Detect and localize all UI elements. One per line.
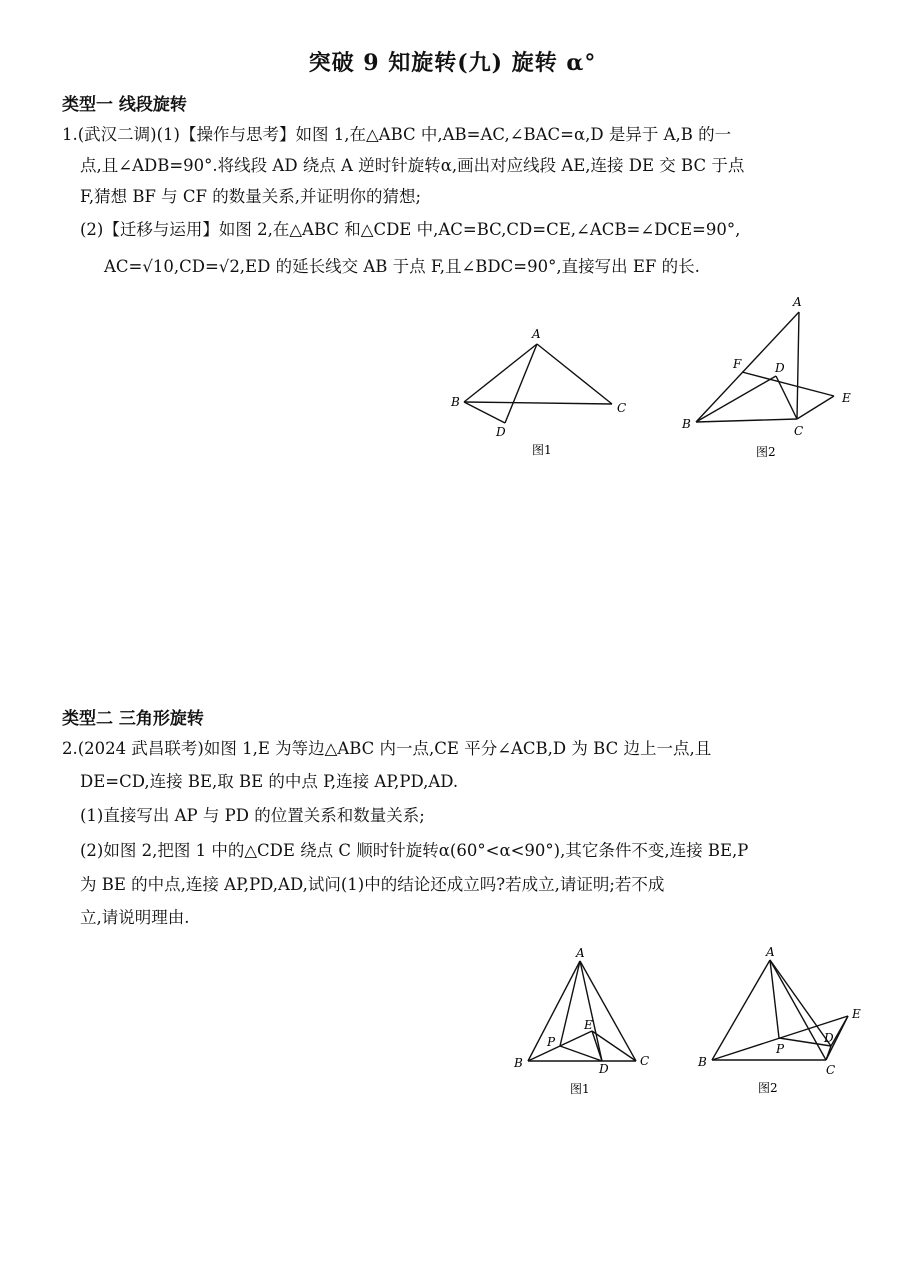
point-label-e: E (842, 391, 851, 405)
page-title: 突破 9 知旋转(九) 旋转 α° (308, 50, 597, 76)
q2-line-1: 2.(2024 武昌联考)如图 1,E 为等边△ABC 内一点,CE 平分∠ACB,D 为 BC 边上一点,且 (62, 739, 712, 758)
point-label-b: B (698, 1055, 707, 1069)
segment-bc (464, 402, 612, 404)
point-label-d: D (496, 425, 506, 439)
figure-caption: 图2 (756, 445, 776, 459)
segment-ac (537, 344, 612, 404)
point-label-p: P (547, 1035, 556, 1049)
point-label-d: D (824, 1031, 834, 1045)
q2-line-5: 为 BE 的中点,连接 AP,PD,AD,试问(1)中的结论还成立吗?若成立,请证明;若不成 (80, 875, 665, 894)
q1-line-5: AC=√10,CD=√2,ED 的延长线交 AB 于点 F,且∠BDC=90°,直接写出 EF 的长. (104, 257, 700, 276)
q2-line-2: DE=CD,连接 BE,取 BE 的中点 P,连接 AP,PD,AD. (80, 772, 459, 791)
point-label-b: B (451, 395, 460, 409)
point-label-f: F (733, 357, 742, 371)
point-label-b: B (514, 1056, 523, 1070)
figure-caption: 图1 (570, 1082, 590, 1096)
segment-ad (580, 961, 602, 1061)
point-label-b: B (682, 417, 691, 431)
point-label-p: P (776, 1042, 785, 1056)
q2-figure-2 (690, 942, 870, 1105)
segment-bd (464, 402, 505, 423)
segment-dc (776, 376, 797, 419)
point-label-c: C (826, 1063, 836, 1077)
segment-fe (742, 372, 834, 396)
segment-pd (560, 1046, 602, 1061)
q2-line-6: 立,请说明理由. (80, 908, 190, 927)
section-heading-type2: 类型二 三角形旋转 (62, 709, 204, 729)
q1-line-4: (2)【迁移与运用】如图 2,在△ABC 和△CDE 中,AC=BC,CD=CE,∠ACB=∠DCE=90°, (80, 220, 741, 239)
q1-line-2: 点,且∠ADB=90°.将线段 AD 绕点 A 逆时针旋转α,画出对应线段 AE,连接 DE 交 BC 于点 (80, 156, 745, 175)
figure-caption: 图2 (758, 1081, 778, 1095)
segment-ab (464, 344, 537, 402)
point-label-d: D (775, 361, 785, 375)
point-label-c: C (640, 1054, 650, 1068)
point-label-d: D (599, 1062, 609, 1076)
point-label-e: E (584, 1018, 593, 1032)
segment-ce (797, 396, 834, 419)
section-heading-type1: 类型一 线段旋转 (62, 95, 187, 115)
q2-figure-1 (506, 945, 666, 1105)
q1-figure-1 (440, 320, 640, 460)
point-label-a: A (576, 946, 585, 960)
q1-line-1: 1.(武汉二调)(1)【操作与思考】如图 1,在△ABC 中,AB=AC,∠BAC=α,D 是异于 A,B 的一 (62, 125, 732, 144)
segment-ad (770, 960, 831, 1046)
point-label-a: A (793, 295, 802, 309)
segment-ac (580, 961, 636, 1061)
point-label-c: C (794, 424, 804, 438)
point-label-e: E (852, 1007, 861, 1021)
q2-line-4: (2)如图 2,把图 1 中的△CDE 绕点 C 顺时针旋转α(60°<α<90°),其它条件不变,连接 BE,P (80, 841, 749, 860)
segment-bd (696, 376, 776, 422)
point-label-a: A (766, 945, 775, 959)
segment-bc (696, 419, 797, 422)
q1-line-3: F,猜想 BF 与 CF 的数量关系,并证明你的猜想; (80, 187, 422, 206)
point-label-c: C (617, 401, 627, 415)
figure-caption: 图1 (532, 443, 552, 457)
point-label-a: A (532, 327, 541, 341)
segment-ap (560, 961, 580, 1046)
segment-ac (797, 312, 799, 419)
q1-figure-2 (672, 290, 862, 462)
segment-ab (712, 960, 770, 1060)
q2-line-3: (1)直接写出 AP 与 PD 的位置关系和数量关系; (80, 806, 425, 825)
